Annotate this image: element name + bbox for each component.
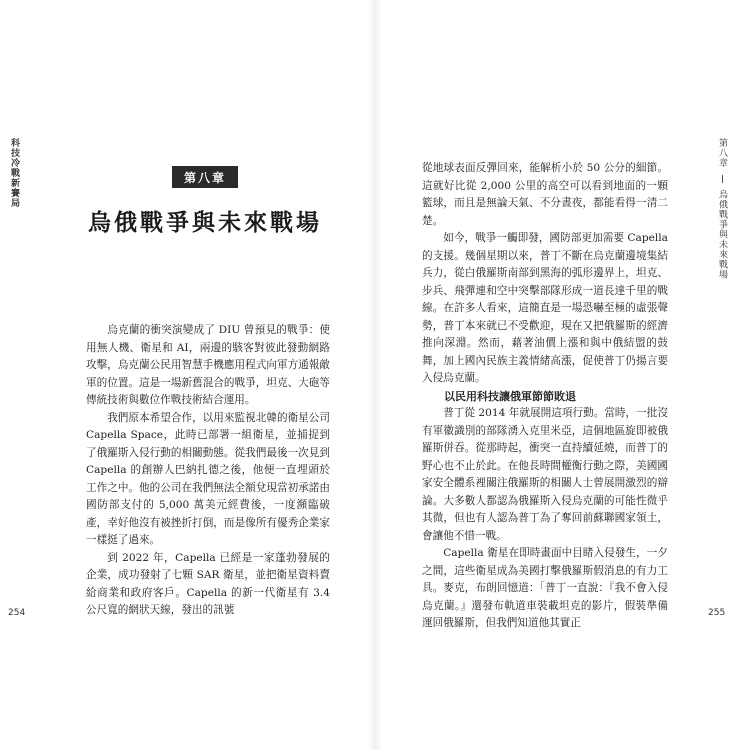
page-number-left: 254 [8,608,26,618]
left-body-text [86,322,330,620]
right-page [375,0,750,750]
paragraph: 到 2022 年，Capella 已經是一家蓬勃發展的企業，成功發射了七顆 SAR 衛星，並把衛星資料賣給商業和政府客戶。Capella 的新一代衛星有 3.4 公尺寬的網狀天線，發出的訊號 [86,551,330,616]
running-head-chapter-label: 第八章 [717,138,727,168]
paragraph: 我們原本希望合作，以用來監視北韓的衛星公司 Capella Space，此時已部署一組衛星，並捕捉到了俄羅斯入侵行動的相關動態。從我們最後一次見到 Capella 的創辦人巴納扎德之後，他便一直埋頭於工作之中。他的公司在我們無法全額兌現當初承諾由國防部支付的 5,000 萬美元經費後，一度瀕臨破產，幸好他沒有被挫折打倒，而是像所有優秀企業家一樣挺了過來。 [86,411,330,546]
running-head-chapter-title: 烏俄戰爭與未來戰場 [717,189,727,280]
chapter-title: 烏俄戰爭與未來戰場 [88,210,322,236]
paragraph: 普丁從 2014 年就展開這項行動。當時，一批沒有軍徽識別的部隊湧入克里米亞，這個地區旋即被俄羅斯併吞。從那時起，衝突一直持續延燒，而普丁的野心也不止於此。在他長時間權衡行動之際，美國國家安全體系裡關注俄羅斯的相關人士曾展開激烈的辯論。大多數人都認為俄羅斯入侵烏克蘭的可能性微乎其微，但也有人認為普丁為了奪回前蘇聯國家領土，會讓他不惜一戰。 [422,407,668,542]
right-body-text [422,160,668,633]
section-heading: 以民用科技讓俄軍節節敗退 [444,389,576,403]
paragraph: Capella 衛星在即時畫面中目睹入侵發生，一夕之間，這些衛星成為美國打擊俄羅斯假消息的有力工具。麥克，布朗回憶道：「普丁一直說：『我不會入侵烏克蘭。』還發布軌道車裝載坦克的影片，假裝準備運回俄羅斯，但我們知道他其實正 [422,547,668,629]
paragraph: 如今，戰爭一觸即發，國防部更加需要 Capella 的支援。幾個星期以來，普丁不斷在烏克蘭邊境集結兵力，從白俄羅斯南部到黑海的弧形邊界上，坦克、步兵、飛彈連和空中突擊部隊形成一道長達千里的戰線。在許多人看來，這簡直是一場恐嚇至極的虛張聲勢，普丁本來就已不受歡迎，現在又把俄羅斯的經濟推向深淵。然而，藉著油價上漲和與中俄結盟的鼓舞，加上國內民族主義情緒高漲，促使普丁仍揚言要入侵烏克蘭。 [422,232,668,384]
paragraph: 烏克蘭的衝突演變成了 DIU 曾預見的戰爭：使用無人機、衛星和 AI，兩邊的駭客對彼此發動網路攻擊，烏克蘭公民用智慧手機應用程式向軍方通報敵軍的位置。這是一場新舊混合的戰爭，坦克、大砲等傳統技術與數位作戰技術結合運用。 [86,324,330,406]
page-number-right: 255 [708,608,726,618]
paragraph: 從地球表面反彈回來，能解析小於 50 公分的細節。這就好比從 2,000 公里的高空可以看到地面的一顆籃球，而且是無論天氣、不分晝夜，都能看得一清二楚。 [422,162,668,227]
running-head-book-title: 科技冷戰新賽局 [9,138,19,208]
running-head-chapter [716,138,729,280]
running-head-divider [722,175,723,183]
chapter-label: 第八章 [172,166,238,188]
